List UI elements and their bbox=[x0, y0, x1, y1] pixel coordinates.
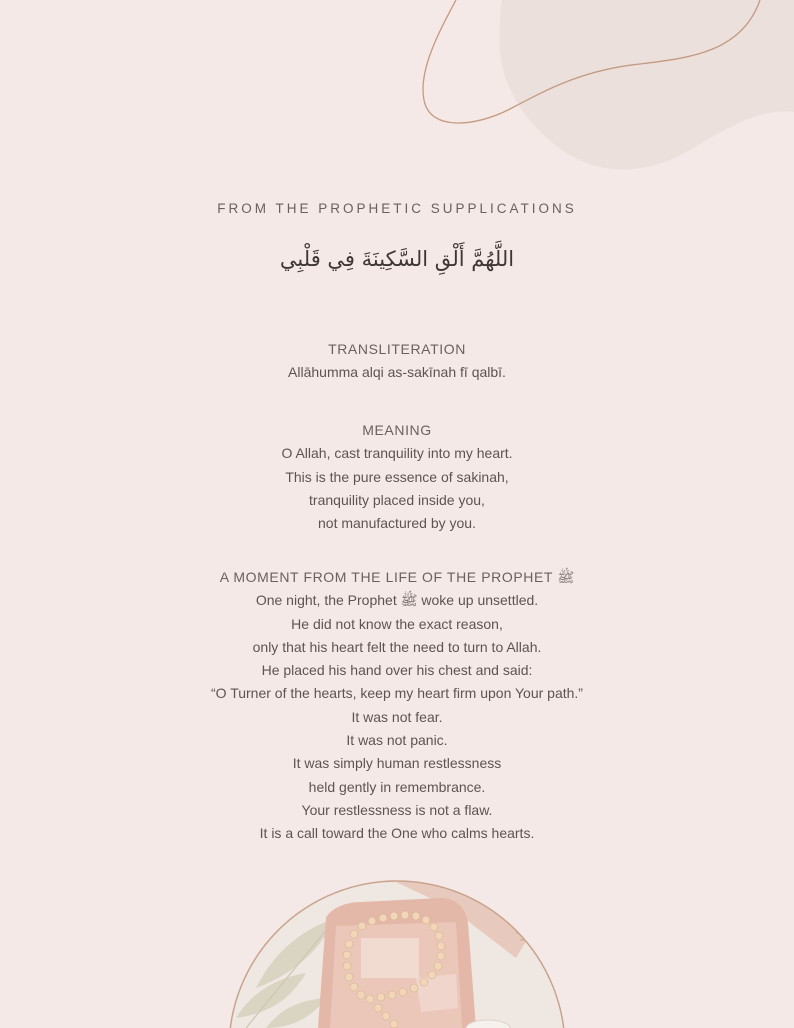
prayer-mat-illustration bbox=[226, 878, 568, 1028]
meaning-line: not manufactured by you. bbox=[318, 515, 476, 532]
meaning-heading: MEANING bbox=[362, 422, 432, 438]
moment-section bbox=[0, 566, 794, 846]
moment-heading: A MOMENT FROM THE LIFE OF THE PROPHET ﷺ bbox=[219, 569, 575, 585]
decorative-blob-graphic bbox=[0, 0, 794, 200]
meaning-line: tranquility placed inside you, bbox=[309, 491, 485, 508]
moment-line: He did not know the exact reason, bbox=[291, 615, 503, 632]
eyebrow-heading: FROM THE PROPHETIC SUPPLICATIONS bbox=[217, 201, 577, 216]
moment-line: It was not panic. bbox=[346, 732, 448, 749]
moment-line: It was simply human restlessness bbox=[292, 755, 502, 772]
moment-line: It is a call toward the One who calms hearts. bbox=[259, 825, 535, 842]
meaning-line: O Allah, cast tranquility into my heart. bbox=[281, 445, 513, 462]
moment-line: He placed his hand over his chest and said: bbox=[261, 662, 533, 679]
transliteration-section bbox=[0, 338, 794, 385]
transliteration-heading: TRANSLITERATION bbox=[328, 341, 466, 357]
arabic-supplication: اللَّهُمَّ أَلْقِ السَّكِينَةَ فِي قَلْبِي bbox=[279, 247, 515, 271]
meaning-line: This is the pure essence of sakinah, bbox=[285, 468, 509, 485]
transliteration-text: Allāhumma alqi as-sakīnah fī qalbī. bbox=[288, 364, 506, 381]
moment-line: held gently in remembrance. bbox=[308, 778, 486, 795]
decorative-blob bbox=[500, 0, 794, 170]
moment-line: only that his heart felt the need to turn to Allah. bbox=[252, 638, 542, 655]
moment-line: Your restlessness is not a flaw. bbox=[301, 801, 493, 818]
meaning-section bbox=[0, 419, 794, 535]
moment-line: It was not fear. bbox=[351, 708, 443, 725]
moment-line: “O Turner of the hearts, keep my heart firm upon Your path.” bbox=[211, 685, 583, 702]
moment-line: One night, the Prophet ﷺ woke up unsettled. bbox=[255, 592, 539, 609]
